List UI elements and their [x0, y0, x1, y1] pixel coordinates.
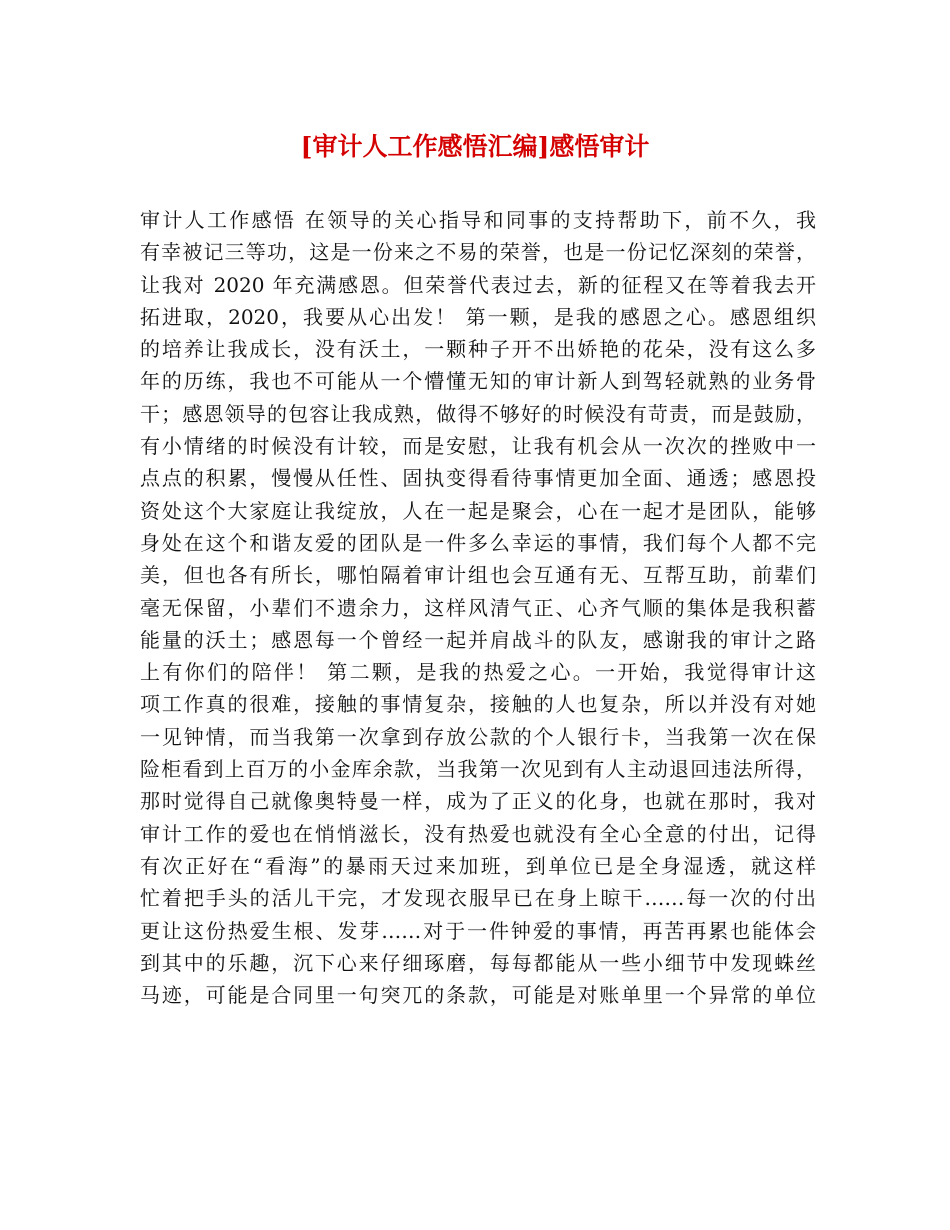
- body-line: 项工作真的很难，接触的事情复杂，接触的人也复杂，所以并没有对她: [140, 692, 816, 717]
- body-line: 点点的积累，慢慢从任性、固执变得看待事情更加全面、通透；感恩投: [140, 466, 816, 491]
- body-line: 的培养让我成长，没有沃土，一颗种子开不出娇艳的花朵，没有这么多: [140, 337, 816, 362]
- body-line: 资处这个大家庭让我绽放，人在一起是聚会，心在一起才是团队，能够: [140, 498, 816, 523]
- body-line: 忙着把手头的活儿干完，才发现衣服早已在身上晾干……每一次的付出: [140, 886, 816, 911]
- body-line: 有次正好在“看海”的暴雨天过来加班，到单位已是全身湿透，就这样: [140, 853, 816, 878]
- body-line: 年的历练，我也不可能从一个懵懂无知的审计新人到驾轻就熟的业务骨: [140, 369, 816, 394]
- body-line: 险柜看到上百万的小金库余款，当我第一次见到有人主动退回违法所得，: [140, 757, 816, 782]
- body-line: 美，但也各有所长，哪怕隔着审计组也会互通有无、互帮互助，前辈们: [140, 563, 816, 588]
- body-line: 身处在这个和谐友爱的团队是一件多么幸运的事情，我们每个人都不完: [140, 530, 816, 555]
- body-line: 拓进取，2020，我要从心出发！ 第一颗，是我的感恩之心。感恩组织: [140, 304, 816, 329]
- body-line: 能量的沃土；感恩每一个曾经一起并肩战斗的队友，感谢我的审计之路: [140, 627, 816, 652]
- body-line: 到其中的乐趣，沉下心来仔细琢磨，每每都能从一些小细节中发现蛛丝: [140, 950, 816, 975]
- body-line: 审计工作的爱也在悄悄滋长，没有热爱也就没有全心全意的付出，记得: [140, 821, 816, 846]
- document-body: [140, 204, 816, 1011]
- document-title: [审计人工作感悟汇编]感悟审计: [300, 132, 650, 161]
- body-line: 毫无保留，小辈们不遗余力，这样风清气正、心齐气顺的集体是我积蓄: [140, 595, 816, 620]
- body-line: 干；感恩领导的包容让我成熟，做得不够好的时候没有苛责，而是鼓励，: [140, 401, 816, 426]
- body-line: 让我对 2020 年充满感恩。但荣誉代表过去，新的征程又在等着我去开: [140, 272, 816, 297]
- body-line: 上有你们的陪伴！ 第二颗，是我的热爱之心。一开始，我觉得审计这: [140, 660, 816, 685]
- body-line: 更让这份热爱生根、发芽……对于一件钟爱的事情，再苦再累也能体会: [140, 918, 816, 943]
- body-line: 审计人工作感悟 在领导的关心指导和同事的支持帮助下，前不久，我: [140, 208, 816, 232]
- body-line: 有小情绪的时候没有计较，而是安慰，让我有机会从一次次的挫败中一: [140, 434, 816, 459]
- body-line: 那时觉得自己就像奥特曼一样，成为了正义的化身，也就在那时，我对: [140, 789, 816, 814]
- body-line: 一见钟情，而当我第一次拿到存放公款的个人银行卡，当我第一次在保: [140, 724, 816, 749]
- body-line: 马迹，可能是合同里一句突兀的条款，可能是对账单里一个异常的单位: [140, 983, 816, 1008]
- body-line: 有幸被记三等功，这是一份来之不易的荣誉，也是一份记忆深刻的荣誉，: [140, 240, 816, 265]
